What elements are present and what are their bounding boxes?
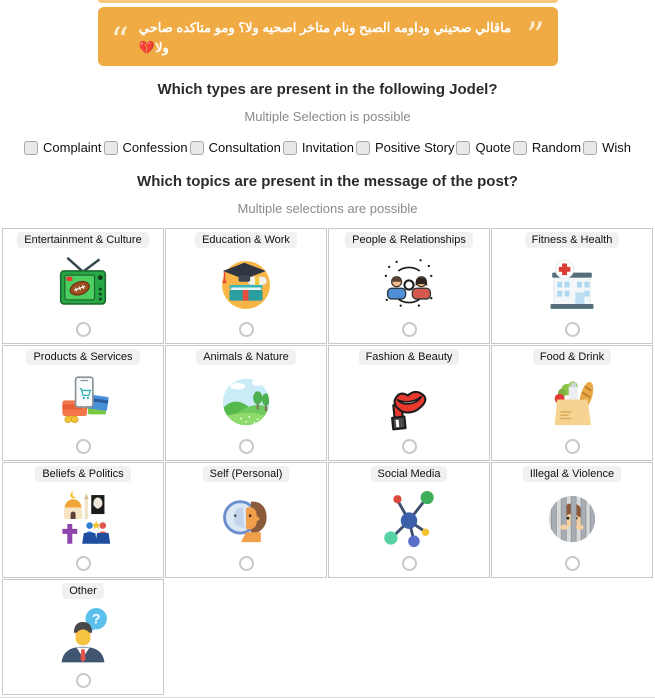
checkbox-icon[interactable]	[104, 141, 118, 155]
topic-card-other[interactable]	[2, 579, 164, 695]
close-quote-icon: ”	[526, 16, 545, 57]
grocery-bag-icon	[539, 369, 605, 435]
jodel-quote-box	[98, 7, 558, 66]
type-option-label: Confession	[122, 140, 188, 155]
mosque-lincoln-politics-icon	[50, 486, 116, 552]
svg-text:?: ?	[91, 610, 101, 627]
topic-label: Fashion & Beauty	[359, 349, 460, 365]
checkbox-icon[interactable]	[513, 141, 527, 155]
topics-question-subtitle: Multiple selections are possible	[237, 201, 418, 216]
type-option-label: Quote	[475, 140, 511, 155]
topic-label: Fitness & Health	[525, 232, 620, 248]
tv-icon	[50, 252, 116, 318]
topic-radio[interactable]	[565, 322, 580, 337]
topic-label: Entertainment & Culture	[17, 232, 148, 248]
checkbox-icon[interactable]	[283, 141, 297, 155]
topic-label: Animals & Nature	[196, 349, 296, 365]
topic-card-education-work[interactable]	[165, 228, 327, 344]
checkbox-icon[interactable]	[456, 141, 470, 155]
type-option-confession[interactable]	[104, 140, 188, 155]
type-option-label: Consultation	[208, 140, 281, 155]
type-option-wish[interactable]	[583, 140, 631, 155]
checkbox-icon[interactable]	[190, 141, 204, 155]
topic-card-fashion-beauty[interactable]	[328, 345, 490, 461]
topic-label: People & Relationships	[345, 232, 473, 248]
hospital-icon	[539, 252, 605, 318]
topic-card-self-personal[interactable]	[165, 462, 327, 578]
topic-card-fitness-health[interactable]	[491, 228, 653, 344]
topic-radio[interactable]	[402, 439, 417, 454]
topic-card-products-services[interactable]	[2, 345, 164, 461]
two-people-icon	[376, 252, 442, 318]
type-option-consultation[interactable]	[190, 140, 281, 155]
topic-card-food-drink[interactable]	[491, 345, 653, 461]
topic-radio[interactable]	[76, 556, 91, 571]
previous-quote-edge	[98, 0, 558, 3]
checkbox-icon[interactable]	[24, 141, 38, 155]
topic-label: Illegal & Violence	[523, 466, 621, 482]
prisoner-bars-icon	[539, 486, 605, 552]
topics-question-title: Which topics are present in the message of the post?	[137, 173, 518, 190]
topic-radio[interactable]	[402, 556, 417, 571]
type-option-label: Complaint	[43, 140, 102, 155]
network-graph-icon	[376, 486, 442, 552]
nature-landscape-icon	[213, 369, 279, 435]
topic-label: Social Media	[371, 466, 448, 482]
type-option-label: Positive Story	[374, 140, 455, 155]
type-option-label: Random	[531, 140, 582, 155]
type-option-label: Invitation	[301, 140, 354, 155]
shopping-wallet-card-icon	[50, 369, 116, 435]
topic-label: Education & Work	[195, 232, 297, 248]
topic-label: Beliefs & Politics	[35, 466, 130, 482]
type-option-label: Wish	[602, 140, 631, 155]
topic-card-illegal-violence[interactable]	[491, 462, 653, 578]
type-option-positive-story[interactable]	[356, 140, 454, 155]
topic-card-entertainment-culture[interactable]	[2, 228, 164, 344]
mirror-self-icon	[213, 486, 279, 552]
topic-label: Products & Services	[26, 349, 139, 365]
topic-radio[interactable]	[239, 556, 254, 571]
topic-radio[interactable]	[239, 322, 254, 337]
topic-card-social-media[interactable]	[328, 462, 490, 578]
topic-radio[interactable]	[565, 439, 580, 454]
topic-label: Food & Drink	[533, 349, 611, 365]
checkbox-icon[interactable]	[583, 141, 597, 155]
types-question-title: Which types are present in the following Jodel?	[157, 81, 498, 98]
topic-card-people-relationships[interactable]	[328, 228, 490, 344]
open-quote-icon: “	[110, 20, 129, 62]
types-question-subtitle: Multiple Selection is possible	[244, 109, 411, 124]
type-option-invitation[interactable]	[283, 140, 354, 155]
topic-label: Other	[62, 583, 104, 599]
topic-label: Self (Personal)	[203, 466, 290, 482]
topic-radio[interactable]	[76, 673, 91, 688]
topic-card-beliefs-politics[interactable]	[2, 462, 164, 578]
person-question-icon	[50, 603, 116, 669]
type-options-row	[0, 140, 655, 155]
graduation-cap-books-icon	[213, 252, 279, 318]
jodel-post-text: ماقالي صحيني وداومه الصبح ونام متاخر اصحيه ولا؟ ومو متاكده صاحي ولا💔	[138, 20, 512, 55]
lips-lipstick-icon	[376, 369, 442, 435]
topic-radio[interactable]	[402, 322, 417, 337]
topic-radio[interactable]	[565, 556, 580, 571]
topic-card-animals-nature[interactable]	[165, 345, 327, 461]
type-option-random[interactable]	[513, 140, 581, 155]
checkbox-icon[interactable]	[356, 141, 370, 155]
topics-grid	[2, 228, 653, 695]
type-option-complaint[interactable]	[24, 140, 102, 155]
topic-radio[interactable]	[76, 322, 91, 337]
topic-radio[interactable]	[239, 439, 254, 454]
topic-radio[interactable]	[76, 439, 91, 454]
type-option-quote[interactable]	[456, 140, 510, 155]
